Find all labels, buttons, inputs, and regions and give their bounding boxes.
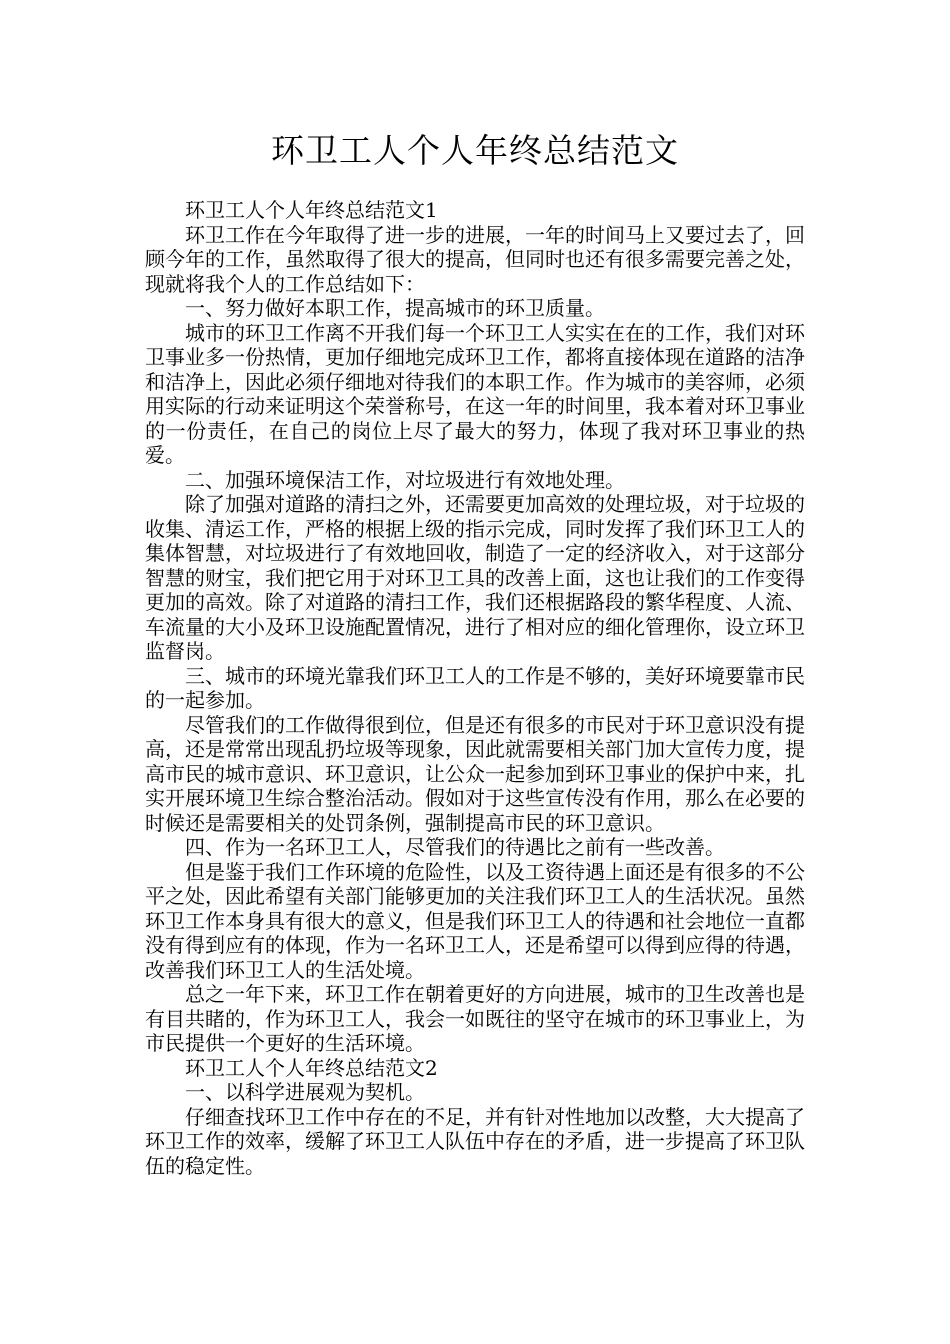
subheading: 一、以科学进展观为契机。 [185, 1080, 425, 1104]
paragraph: 但是鉴于我们工作环境的危险性，以及工资待遇上面还是有很多的不公平之处，因此希望有关部门能够更加的关注我们环卫工人的生活状况。虽然环卫工作本身具有很大的意义，但是我们环卫工人的待遇和社会地位一直都没有得到应有的体现，作为一名环卫工人，还是希望可以得到应得的待遇，改善我们环卫工人的生活处境。 [145, 859, 805, 982]
subheading: 四、作为一名环卫工人，尽管我们的待遇比之前有一些改善。 [185, 835, 725, 859]
paragraph: 除了加强对道路的清扫之外，还需要更加高效的处理垃圾，对于垃圾的收集、清运工作，严格的根据上级的指示完成，同时发挥了我们环卫工人的集体智慧，对垃圾进行了有效地回收，制造了一定的经济收入，对于这部分智慧的财宝，我们把它用于对环卫工具的改善上面，这也让我们的工作变得更加的高效。除了对道路的清扫工作，我们还根据路段的繁华程度、人流、车流量的大小及环卫设施配置情况，进行了相对应的细化管理你，设立环卫监督岗。 [145, 492, 805, 663]
document-body [145, 198, 805, 1178]
paragraph: 城市的环卫工作离不开我们每一个环卫工人实实在在的工作，我们对环卫事业多一份热情，更加仔细地完成环卫工作，都将直接体现在道路的洁净和洁净上，因此必须仔细地对待我们的本职工作。作为城市的美容师，必须用实际的行动来证明这个荣誉称号，在这一年的时间里，我本着对环卫事业的一份责任，在自己的岗位上尽了最大的努力，体现了我对环卫事业的热爱。 [145, 320, 805, 467]
subheading: 三、城市的环境光靠我们环卫工人的工作是不够的，美好环境要靠市民的一起参加。 [145, 663, 805, 712]
document-page [145, 0, 805, 1344]
paragraph: 总之一年下来，环卫工作在朝着更好的方向进展，城市的卫生改善也是有目共睹的，作为环卫工人，我会一如既往的坚守在城市的环卫事业上，为市民提供一个更好的生活环境。 [145, 982, 805, 1055]
paragraph: 环卫工作在今年取得了进一步的进展，一年的时间马上又要过去了，回顾今年的工作，虽然取得了很大的提高，但同时也还有很多需要完善之处，现就将我个人的工作总结如下： [145, 222, 805, 296]
document-title: 环卫工人个人年终总结范文 [271, 131, 679, 170]
paragraph: 尽管我们的工作做得很到位，但是还有很多的市民对于环卫意识没有提高，还是常常出现乱扔垃圾等现象，因此就需要相关部门加大宣传力度，提高市民的城市意识、环卫意识，让公众一起参加到环卫事业的保护中来，扎实开展环境卫生综合整治活动。假如对于这些宣传没有作用，那么在必要的时候还是需要相关的处罚条例，强制提高市民的环卫意识。 [145, 712, 805, 835]
section-heading-1: 环卫工人个人年终总结范文1 [185, 198, 438, 222]
subheading: 二、加强环境保洁工作，对垃圾进行有效地处理。 [185, 467, 625, 492]
section-heading-2: 环卫工人个人年终总结范文2 [185, 1055, 438, 1080]
paragraph: 仔细查找环卫工作中存在的不足，并有针对性地加以改整，大大提高了环卫工作的效率，缓解了环卫工人队伍中存在的矛盾，进一步提高了环卫队伍的稳定性。 [145, 1104, 805, 1178]
subheading: 一、努力做好本职工作，提高城市的环卫质量。 [185, 296, 605, 320]
